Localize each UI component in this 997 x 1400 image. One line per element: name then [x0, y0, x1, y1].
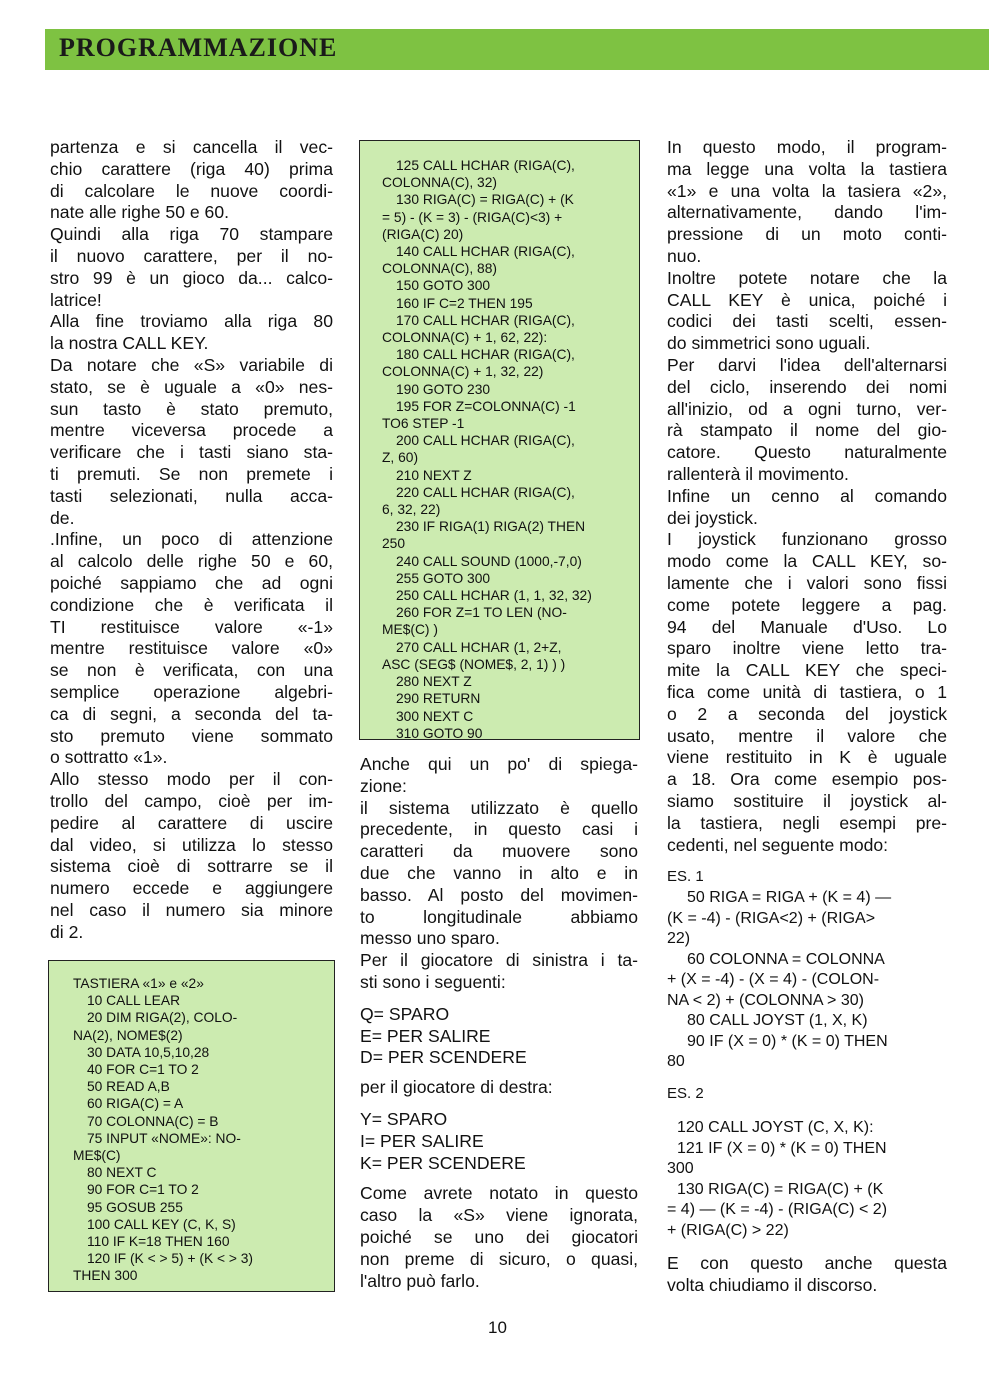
code-line: 10 CALL LEAR — [87, 993, 181, 1009]
paragraph-line: del ciclo, inserendo dei nomi — [667, 376, 947, 397]
code-line: 140 CALL HCHAR (RIGA(C), — [396, 244, 575, 260]
paragraph-line: il nuovo carattere, per il no- — [50, 245, 333, 266]
paragraph-line: lamente che i valori sono fissi — [667, 572, 947, 593]
code-line: 255 GOTO 300 — [396, 570, 491, 586]
paragraph-line: modo come la CALL KEY, so- — [667, 551, 947, 572]
code-line: 40 FOR C=1 TO 2 — [87, 1062, 199, 1078]
paragraph-line: CALL KEY è unica, poiché i — [667, 289, 947, 310]
paragraph-line: o 2 a seconda del joystick — [667, 703, 947, 724]
example-code-line: 80 — [667, 1053, 685, 1071]
paragraph-line: dal video, si utilizza lo stesso — [50, 834, 333, 855]
code-line: 250 — [382, 536, 406, 552]
page-number: 10 — [488, 1318, 507, 1337]
code-line: 310 GOTO 90 — [396, 725, 483, 741]
paragraph-line: la nostra CALL KEY. — [50, 333, 209, 354]
right-player-intro: per il giocatore di destra: — [360, 1077, 553, 1098]
paragraph-line: nel caso il numero sia minore — [50, 899, 333, 920]
code-line: 290 RETURN — [396, 691, 481, 707]
code-line: 270 CALL HCHAR (1, 2+Z, — [396, 639, 562, 655]
paragraph-line: al calcolo delle righe 50 e 60, — [50, 551, 333, 572]
code-line: 190 GOTO 230 — [396, 381, 491, 397]
code-line: 210 NEXT Z — [396, 467, 472, 483]
code-line: 125 CALL HCHAR (RIGA(C), — [396, 158, 575, 173]
paragraph-line: a 18. Ora come esempio pos- — [667, 769, 947, 790]
code-line: = 5) - (K = 3) - (RIGA(C)<3) + — [382, 209, 563, 225]
paragraph-line: ti premuti. Se non premete i — [50, 463, 333, 484]
paragraph-line: come potete leggere a pag. — [667, 594, 947, 615]
paragraph-line: 94 del Manuale d'Uso. Lo — [667, 616, 947, 637]
paragraph-line: chio carattere (riga 40) prima — [50, 158, 333, 179]
column-1-text — [50, 137, 333, 943]
example-code-line: 120 CALL JOYST (C, X, K): — [677, 1119, 874, 1137]
paragraph-line: poiché sappiamo che ad ogni — [50, 572, 333, 593]
paragraph-line: cedenti, nel seguente modo: — [667, 834, 889, 855]
paragraph-line: semplice operazione algebri- — [50, 681, 333, 702]
paragraph-line: se non è verificata, con una — [50, 660, 333, 681]
code-line: 130 RIGA(C) = RIGA(C) + (K — [396, 192, 574, 208]
paragraph-line: caso la «S» viene ignorata, — [360, 1205, 638, 1226]
column-3-text — [667, 137, 947, 1297]
paragraph-line: Alla fine troviamo alla riga 80 — [50, 311, 333, 332]
code-line: TO6 STEP -1 — [382, 416, 465, 432]
code-line: 260 FOR Z=1 TO LEN (NO- — [396, 605, 567, 621]
paragraph-line: «1» e una volta la tasiera «2», — [667, 180, 947, 201]
paragraph-line: sun tasto è stato premuto, — [50, 398, 333, 419]
code-line: 20 DIM RIGA(2), COLO- — [87, 1010, 238, 1026]
key-mapping-line: E= PER SALIRE — [360, 1025, 491, 1046]
key-mapping-line: D= PER SCENDERE — [360, 1047, 527, 1068]
paragraph-line: Per il giocatore di sinistra i ta- — [360, 950, 638, 971]
paragraph-line: nuo. — [667, 245, 702, 266]
example-code-line: 130 RIGA(C) = RIGA(C) + (K — [677, 1180, 884, 1198]
code-line: THEN 300 — [73, 1268, 138, 1284]
paragraph-line: to longitudinale abbiamo — [360, 906, 638, 927]
paragraph-line: ca di segni, a seconda del ta- — [50, 703, 333, 724]
code-line: ME$(C) — [73, 1148, 121, 1164]
key-mapping-line: Y= SPARO — [360, 1108, 448, 1129]
code-line: 30 DATA 10,5,10,28 — [87, 1044, 210, 1060]
paragraph-line: stro 99 è un gioco da... calco- — [50, 267, 333, 288]
paragraph-line: mite la CALL KEY che speci- — [667, 660, 947, 681]
code-line: ME$(C) ) — [382, 622, 438, 638]
code-line: 160 IF C=2 THEN 195 — [396, 295, 533, 311]
code-line: 110 IF K=18 THEN 160 — [87, 1234, 230, 1250]
paragraph-line: stato, se è uguale a «0» nes- — [50, 376, 333, 397]
paragraph-line: pressione di un moto conti- — [667, 224, 947, 245]
paragraph-line: Quindi alla riga 70 stampare — [50, 224, 333, 245]
code-line: COLONNA(C), 32) — [382, 175, 497, 191]
example-code-line: 80 CALL JOYST (1, X, K) — [687, 1012, 868, 1030]
code-line: 100 CALL KEY (C, K, S) — [87, 1216, 236, 1232]
paragraph-line: de. — [50, 507, 75, 528]
paragraph-line: do simmetrici sono uguali. — [667, 333, 871, 354]
paragraph-line: sti sono i seguenti: — [360, 971, 506, 992]
code-line: 75 INPUT «NOME»: NO- — [87, 1130, 241, 1146]
paragraph-line: mentre restituisce valore «0» — [50, 638, 333, 659]
paragraph-line: Per darvi l'idea dell'alternarsi — [667, 354, 947, 375]
example-code-line: 90 IF (X = 0) * (K = 0) THEN — [687, 1032, 888, 1050]
paragraph-line: E con questo anche questa — [667, 1253, 947, 1274]
code-line: 180 CALL HCHAR (RIGA(C), — [396, 347, 575, 363]
example-code-line: (K = -4) - (RIGA<2) + (RIGA> — [667, 909, 876, 927]
paragraph-line: alternativamente, dando l'im- — [667, 202, 947, 223]
paragraph-line: viene restituito in K è uguale — [667, 747, 947, 768]
paragraph-line: sto premuto viene sommato — [50, 725, 333, 746]
paragraph-line: catore. Questo naturalmente — [667, 442, 947, 463]
code-line: 240 CALL SOUND (1000,-7,0) — [396, 553, 582, 569]
code-line: 6, 32, 22) — [382, 502, 441, 518]
code-line: 300 NEXT C — [396, 708, 474, 724]
paragraph-line: Inoltre potete notare che la — [667, 267, 947, 288]
paragraph-line: di calcolare le nuove coordi- — [50, 180, 333, 201]
paragraph-line: TI restituisce valore «-1» — [50, 616, 333, 637]
paragraph-line: Infine un cenno al comando — [667, 485, 947, 506]
example-code-line: + (RIGA(C) > 22) — [667, 1221, 789, 1239]
key-mapping-line: I= PER SALIRE — [360, 1130, 484, 1151]
code-line: 50 READ A,B — [87, 1079, 170, 1095]
paragraph-line: condizione che è verificata il — [50, 594, 333, 615]
code-line: (RIGA(C) 20) — [382, 226, 464, 242]
paragraph-line: sistema cioè di sottrarre se il — [50, 856, 333, 877]
example-code-line: 22) — [667, 930, 691, 948]
code-line: 80 NEXT C — [87, 1165, 157, 1181]
code-listing-keyboard — [48, 960, 335, 1292]
paragraph-line: precedente, in questo casi i — [360, 819, 638, 840]
paragraph-line: trollo del campo, cioè per im- — [50, 790, 333, 811]
section-header-bar — [45, 29, 989, 70]
paragraph-line: siamo sostituire il joystick al- — [667, 790, 947, 811]
column-2-text — [360, 754, 638, 1292]
paragraph-line: partenza e si cancella il vec- — [50, 137, 333, 157]
paragraph-line: il sistema utilizzato è quello — [360, 797, 638, 818]
paragraph-line: .Infine, un poco di attenzione — [50, 529, 333, 550]
paragraph-line: Come avrete notato in questo — [360, 1183, 638, 1204]
paragraph-line: codici dei tasti scelti, essen- — [667, 311, 947, 332]
example-code-line: 60 COLONNA = COLONNA — [687, 950, 885, 968]
example-1-label: ES. 1 — [667, 868, 704, 886]
paragraph-line: o sottratto «1». — [50, 747, 168, 768]
code-listing-continued — [359, 140, 640, 740]
paragraph-line: ma legge una volta la tastiera — [667, 158, 947, 179]
paragraph-line: nate alle righe 50 e 60. — [50, 202, 230, 223]
paragraph-line: Da notare che «S» variabile di — [50, 354, 333, 375]
code-line: 90 FOR C=1 TO 2 — [87, 1182, 199, 1198]
paragraph-line: latrice! — [50, 289, 102, 310]
code-line: 150 GOTO 300 — [396, 278, 491, 294]
paragraph-line: Allo stesso modo per il con- — [50, 769, 333, 790]
code-line: 170 CALL HCHAR (RIGA(C), — [396, 312, 575, 328]
key-mapping-line: Q= SPARO — [360, 1003, 450, 1024]
example-2-label: ES. 2 — [667, 1084, 704, 1102]
code-heading: TASTIERA «1» e «2» — [73, 976, 204, 991]
example-code-line: = 4) — (K = -4) - (RIGA(C) < 2) — [667, 1201, 888, 1219]
code-line: COLONNA(C), 88) — [382, 261, 497, 277]
code-line: NA(2), NOME$(2) — [73, 1027, 183, 1043]
code-line: ASC (SEG$ (NOME$, 2, 1) ) ) — [382, 656, 566, 672]
paragraph-line: tasti selezionati, nulla acca- — [50, 485, 333, 506]
paragraph-line: mentre viceversa procede a — [50, 420, 333, 441]
paragraph-line: messo uno sparo. — [360, 928, 500, 949]
paragraph-line: numero eccede e aggiungere — [50, 878, 333, 899]
paragraph-line: l'altro può farlo. — [360, 1270, 480, 1291]
paragraph-line: due che vanno in alto e in — [360, 862, 638, 883]
paragraph-line: dei joystick. — [667, 507, 758, 528]
paragraph-line: I joystick funzionano grosso — [667, 529, 947, 550]
section-title: PROGRAMMAZIONE — [59, 33, 338, 62]
paragraph-line: caratteri da muovere sono — [360, 841, 638, 862]
paragraph-line: verificare che i tasti siano sta- — [50, 442, 333, 463]
code-line: 70 COLONNA(C) = B — [87, 1113, 219, 1129]
example-code-line: 50 RIGA = RIGA + (K = 4) — — [687, 889, 892, 907]
paragraph-line: In questo modo, il program- — [667, 137, 947, 157]
code-line: 230 IF RIGA(1) RIGA(2) THEN — [396, 519, 586, 535]
paragraph-line: Anche qui un po' di spiega- — [360, 754, 638, 774]
paragraph-line: fica come unità di tastiera, o 1 — [667, 681, 947, 702]
paragraph-line: di 2. — [50, 921, 84, 942]
code-line: COLONNA(C) + 1, 62, 22): — [382, 330, 548, 346]
code-line: 200 CALL HCHAR (RIGA(C), — [396, 433, 575, 449]
paragraph-line: zione: — [360, 775, 407, 796]
paragraph-line: volta chiudiamo il discorso. — [667, 1275, 878, 1296]
code-line: Z, 60) — [382, 450, 419, 466]
code-line: 220 CALL HCHAR (RIGA(C), — [396, 484, 575, 500]
paragraph-line: rà stampato il nome del gio- — [667, 420, 947, 441]
paragraph-line: rallenterà il movimento. — [667, 463, 849, 484]
example-code-line: 121 IF (X = 0) * (K = 0) THEN — [677, 1139, 887, 1157]
paragraph-line: sparo inoltre viene letto tra- — [667, 638, 947, 659]
key-mapping-line: K= PER SCENDERE — [360, 1152, 526, 1173]
code-line: 120 IF (K < > 5) + (K < > 3) — [87, 1251, 254, 1267]
paragraph-line: pedire al carattere di uscire — [50, 812, 333, 833]
example-code-line: 300 — [667, 1160, 694, 1178]
example-code-line: NA < 2) + (COLONNA > 30) — [667, 991, 864, 1009]
paragraph-line: basso. Al posto del movimen- — [360, 884, 638, 905]
paragraph-line: usato, mentre il valore che — [667, 725, 947, 746]
code-line: 250 CALL HCHAR (1, 1, 32, 32) — [396, 588, 592, 604]
code-line: 60 RIGA(C) = A — [87, 1096, 184, 1112]
code-line: 280 NEXT Z — [396, 674, 472, 690]
paragraph-line: all'inizio, od a ogni turno, ver- — [667, 398, 947, 419]
paragraph-line: poiché se uno dei giocatori — [360, 1226, 638, 1247]
code-line: COLONNA(C) + 1, 32, 22) — [382, 364, 544, 380]
code-line: 195 FOR Z=COLONNA(C) -1 — [396, 398, 576, 414]
paragraph-line: la tastiera, negli esempi pre- — [667, 812, 947, 833]
example-code-line: + (X = -4) - (X = 4) - (COLON- — [667, 971, 880, 989]
paragraph-line: non preme di sicuro, o quasi, — [360, 1248, 638, 1269]
code-line: 95 GOSUB 255 — [87, 1199, 183, 1215]
